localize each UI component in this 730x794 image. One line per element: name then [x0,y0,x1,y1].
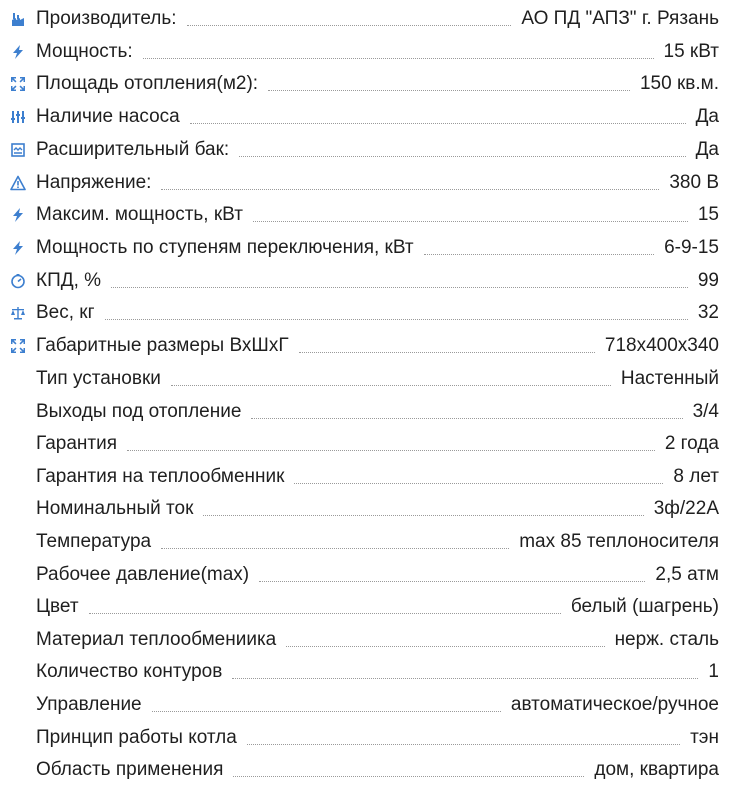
dot-leader [299,352,595,353]
spec-value: 15 [697,204,719,225]
dot-leader [105,319,688,320]
spec-row-mounting [0,363,730,395]
spec-label: Цвет [36,596,79,617]
spec-label: Максим. мощность, кВт [36,204,243,225]
dot-leader [251,418,682,419]
warning-icon [0,167,36,199]
spec-label: Площадь отопления(м2): [36,73,259,94]
spec-label: Мощность: [36,41,133,62]
dot-leader [152,711,501,712]
spec-value: 3ф/22А [653,498,719,519]
dot-leader [259,581,645,582]
dot-leader [253,221,688,222]
spec-label: Производитель: [36,8,177,29]
spec-value: нерж. сталь [614,629,719,650]
spec-row-temperature [0,526,730,558]
lightning-icon [0,36,36,68]
dot-leader [171,385,611,386]
dot-leader [111,287,688,288]
expand-icon [0,68,36,100]
spec-label: Область применения [36,759,224,780]
spec-label: Температура [36,531,152,552]
spec-value: Настенный [620,368,719,389]
spec-label: Материал теплообмениика [36,629,277,650]
spec-label: Мощность по ступеням переключения, кВт [36,237,414,258]
spec-value: Да [695,106,719,127]
spec-label: Принцип работы котла [36,727,237,748]
scale-icon [0,297,36,329]
spec-row-warranty [0,428,730,460]
dot-leader [286,646,604,647]
dot-leader [161,189,659,190]
dot-leader [203,515,643,516]
spec-row-voltage [0,167,730,199]
dot-leader [294,483,663,484]
spec-label: КПД, % [36,270,102,291]
spec-row-efficiency [0,265,730,297]
dot-leader [190,123,686,124]
spec-row-tank [0,134,730,166]
spec-value: 150 кв.м. [639,73,719,94]
sliders-icon [0,101,36,133]
spec-label: Наличие насоса [36,106,180,127]
dot-leader [233,776,584,777]
lightning-icon [0,232,36,264]
spec-row-current [0,493,730,525]
spec-value: 99 [697,270,719,291]
dot-leader [187,25,512,26]
dot-leader [89,613,561,614]
dot-leader [268,90,630,91]
spec-value: 380 В [669,172,719,193]
spec-label: Габаритные размеры ВхШхГ [36,335,289,356]
dot-leader [247,744,680,745]
spec-value: 2 года [664,433,719,454]
spec-value: 32 [697,302,719,323]
factory-icon [0,3,36,35]
spec-value: автоматическое/ручное [510,694,719,715]
dot-leader [143,58,654,59]
spec-row-max-power [0,199,730,231]
spec-row-circuits [0,656,730,688]
spec-value: тэн [690,727,719,748]
spec-row-control [0,689,730,721]
spec-row-outlets [0,396,730,428]
spec-label: Рабочее давление(max) [36,564,250,585]
spec-label: Управление [36,694,142,715]
spec-label: Тип установки [36,368,161,389]
spec-row-principle [0,722,730,754]
spec-value: 6-9-15 [664,237,719,258]
spec-value: 8 лет [673,466,719,487]
spec-row-power [0,36,730,68]
dot-leader [161,548,509,549]
lightning-icon [0,199,36,231]
spec-label: Гарантия [36,433,118,454]
spec-label: Выходы под отопление [36,401,242,422]
spec-value: 3/4 [692,401,719,422]
spec-row-application [0,754,730,786]
spec-row-dimensions [0,330,730,362]
spec-value: дом, квартира [594,759,719,780]
spec-label: Количество контуров [36,661,223,682]
spec-row-pressure [0,559,730,591]
spec-row-area [0,68,730,100]
spec-row-step-power [0,232,730,264]
spec-value: 718x400x340 [604,335,719,356]
spec-label: Расширительный бак: [36,139,230,160]
spec-label: Номинальный ток [36,498,194,519]
dot-leader [424,254,654,255]
spec-value: белый (шагрень) [570,596,719,617]
spec-label: Напряжение: [36,172,152,193]
spec-row-exchanger-warranty [0,461,730,493]
gauge-icon [0,265,36,297]
expand-icon [0,330,36,362]
spec-row-material [0,624,730,656]
dot-leader [239,156,685,157]
spec-label: Гарантия на теплообменник [36,466,285,487]
dot-leader [232,678,698,679]
dot-leader [127,450,655,451]
spec-row-pump [0,101,730,133]
spec-row-weight [0,297,730,329]
spec-value: 1 [708,661,719,682]
spec-value: АО ПД "АПЗ" г. Рязань [521,8,719,29]
spec-row-color [0,591,730,623]
spec-row-manufacturer [0,3,730,35]
spec-value: Да [695,139,719,160]
spec-label: Вес, кг [36,302,95,323]
spec-value: 15 кВт [663,41,719,62]
tank-icon [0,134,36,166]
spec-value: 2,5 атм [655,564,719,585]
spec-value: max 85 теплоносителя [519,531,719,552]
